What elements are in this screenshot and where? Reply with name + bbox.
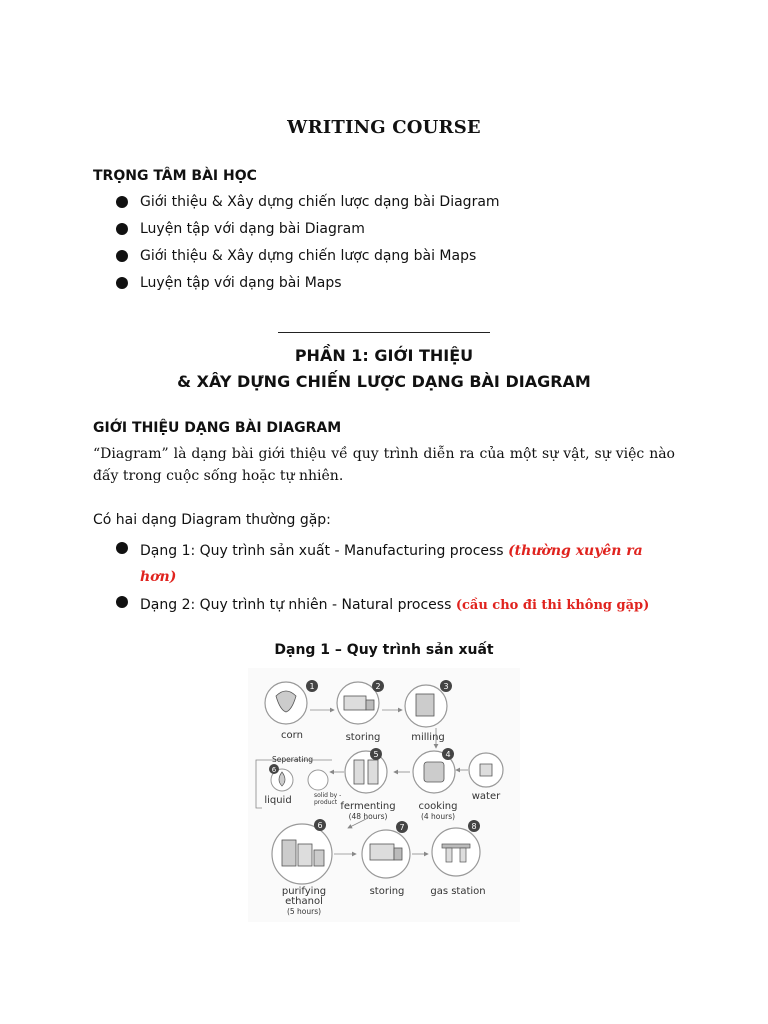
- water-tap-icon: [480, 764, 492, 776]
- types-list: [140, 538, 675, 621]
- types-intro: Có hai dạng Diagram thường gặp:: [93, 512, 331, 528]
- pot-icon: [424, 762, 444, 782]
- list-item: [140, 592, 675, 619]
- plant-icon: [282, 840, 296, 866]
- intro-heading: GIỚI THIỆU DẠNG BÀI DIAGRAM: [93, 420, 342, 436]
- bullet-icon: [116, 542, 128, 554]
- step-label: fermenting: [340, 801, 396, 812]
- bullet-icon: [116, 196, 128, 208]
- water-label: water: [471, 791, 501, 802]
- list-item-text: Giới thiệu & Xây dựng chiến lược dạng bài Diagram: [140, 194, 500, 210]
- solid-label: solid by -product: [314, 792, 342, 806]
- step-number: 6: [317, 821, 323, 830]
- mill-icon: [416, 694, 434, 716]
- list-item-text: Luyện tập với dạng bài Diagram: [140, 221, 365, 237]
- list-item-text: Luyện tập với dạng bài Maps: [140, 275, 342, 291]
- tanker-truck-icon: [370, 844, 394, 860]
- bullet-icon: [116, 223, 128, 235]
- step-label: liquid: [264, 795, 292, 806]
- step-duration: (4 hours): [420, 812, 456, 821]
- step-label: storing: [369, 886, 405, 897]
- step-duration: (5 hours): [286, 907, 322, 916]
- step-cooking: [413, 748, 458, 821]
- gas-station-icon: [442, 844, 470, 848]
- step-label: cooking: [418, 801, 458, 812]
- focus-list: [140, 192, 500, 300]
- list-item: [140, 273, 500, 300]
- list-item-text: Giới thiệu & Xây dựng chiến lược dạng bài Maps: [140, 248, 477, 264]
- step-label: gas station: [430, 886, 486, 897]
- note-text: (cầu cho đi thi không gặp): [455, 598, 650, 613]
- section-title: PHẦN 1: GIỚI THIỆU: [294, 346, 474, 365]
- step-number: 2: [375, 682, 381, 691]
- bullet-icon: [116, 596, 128, 608]
- section-subtitle: & XÂY DỰNG CHIẾN LƯỢC DẠNG BÀI DIAGRAM: [177, 372, 591, 391]
- solid-product-icon: [308, 770, 328, 790]
- focus-heading: TRỌNG TÂM BÀI HỌC: [93, 168, 257, 184]
- truck-icon: [344, 696, 366, 710]
- bullet-icon: [116, 250, 128, 262]
- figure-caption: Dạng 1 – Quy trình sản xuất: [274, 642, 494, 658]
- list-item: [140, 538, 675, 590]
- step-water: [469, 753, 503, 802]
- step-label: milling: [411, 732, 445, 743]
- list-item-text: Dạng 1: Quy trình sản xuất - Manufacturing process: [140, 543, 504, 559]
- step-number: 8: [471, 822, 477, 831]
- step-number: 5: [373, 750, 379, 759]
- list-item: [140, 246, 500, 273]
- process-diagram-svg: [248, 668, 520, 922]
- divider: [278, 332, 490, 333]
- note-text: (thường xuyên ra hơn): [140, 543, 643, 585]
- list-item: [140, 219, 500, 246]
- page-title: WRITING COURSE: [287, 117, 481, 138]
- step-number: 4: [445, 750, 451, 759]
- tank-icon: [354, 760, 364, 784]
- step-number: 6: [271, 766, 277, 774]
- step-number: 1: [309, 682, 315, 691]
- step-label: corn: [281, 730, 303, 741]
- separating-label: Seperating: [272, 755, 313, 764]
- step-label: storing: [345, 732, 381, 743]
- step-label: purifying ethanol: [281, 886, 327, 907]
- step-number: 7: [399, 823, 405, 832]
- list-item: [140, 192, 500, 219]
- step-number: 3: [443, 682, 449, 691]
- process-diagram: [248, 668, 520, 922]
- bullet-icon: [116, 277, 128, 289]
- step-duration: (48 hours): [348, 812, 388, 821]
- list-item-text: Dạng 2: Quy trình tự nhiên - Natural process: [140, 597, 452, 613]
- intro-paragraph: “Diagram” là dạng bài giới thiệu về quy trình diễn ra của một sự vật, sự việc nào đấy trong cuộc sống hoặc tự nhiên.: [93, 446, 675, 484]
